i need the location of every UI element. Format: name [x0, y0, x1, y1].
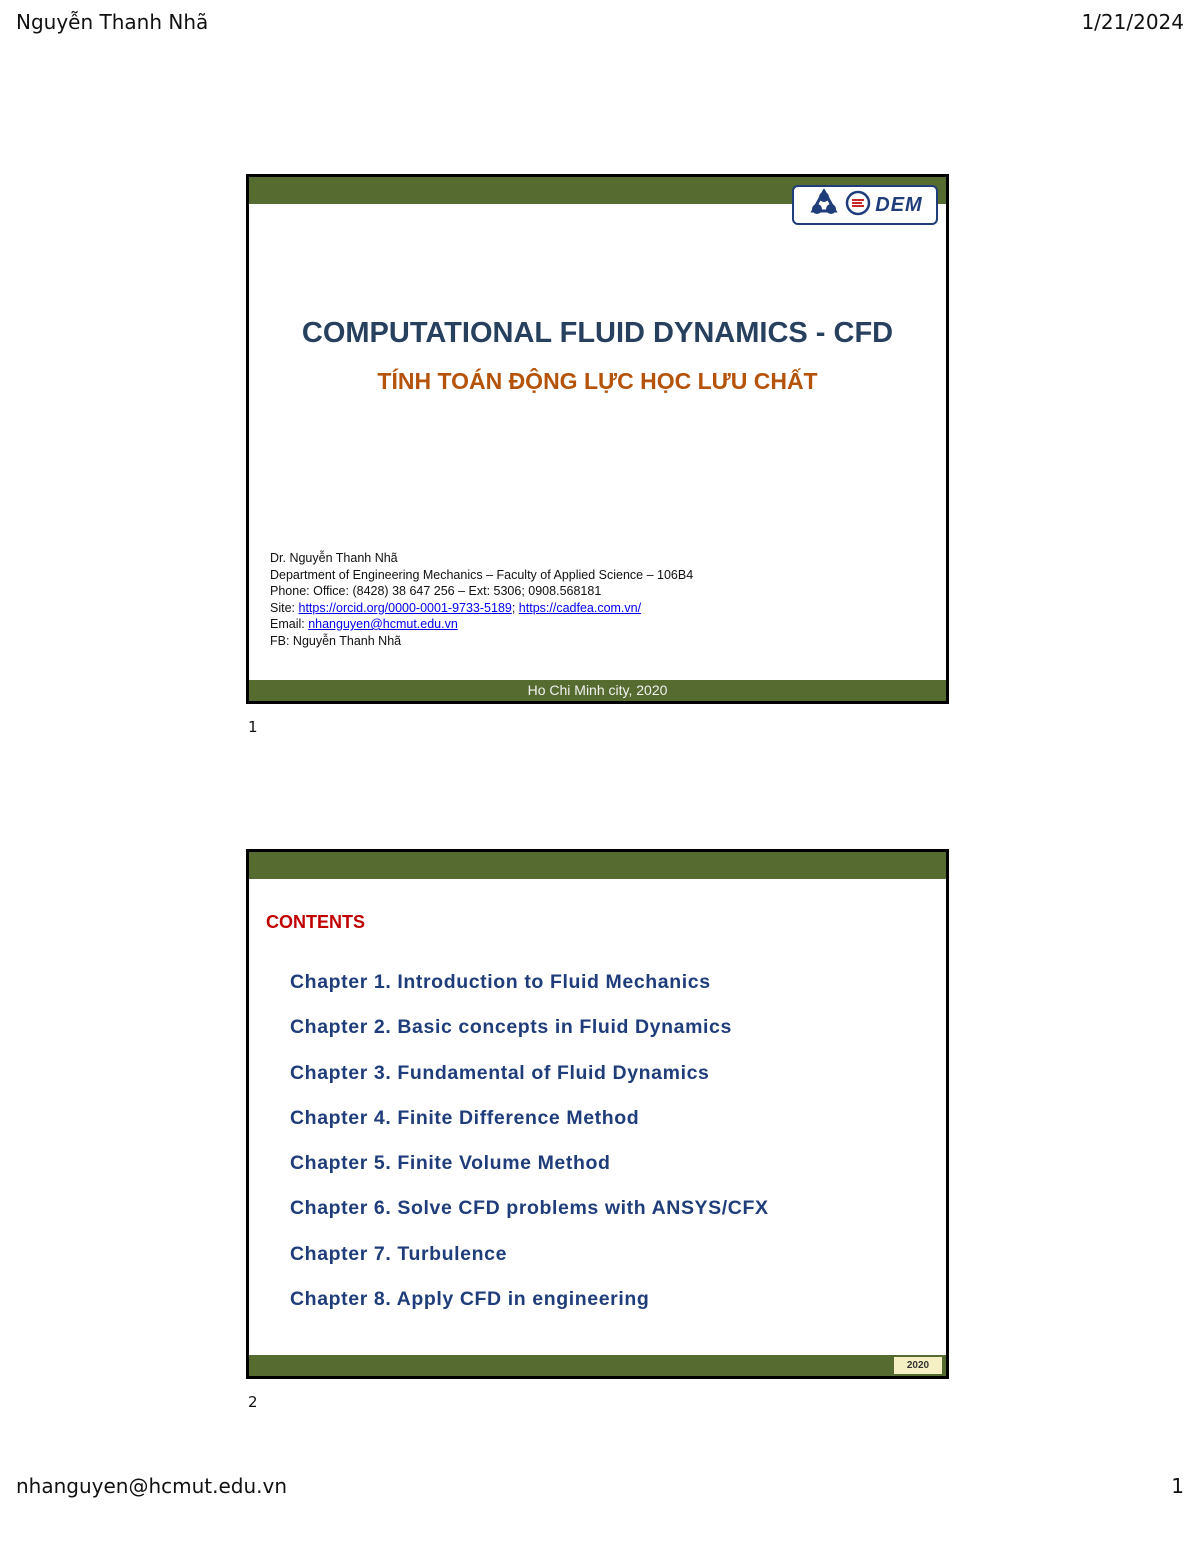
contents-heading: CONTENTS: [266, 912, 365, 932]
chapter-item: Chapter 7. Turbulence: [290, 1242, 508, 1265]
slide-2: [246, 849, 949, 1379]
author-phone: Phone: Office: (8428) 38 647 256 – Ext: 5306; 0908.568181: [270, 584, 602, 598]
slide-title: COMPUTATIONAL FLUID DYNAMICS - CFD: [301, 317, 894, 349]
chapter-item: Chapter 2. Basic concepts in Fluid Dynamics: [290, 1016, 732, 1039]
chapter-list: [290, 966, 769, 1328]
site-separator: ;: [511, 600, 519, 615]
site-label: Site:: [270, 600, 299, 615]
email-link[interactable]: nhanguyen@hcmut.edu.vn: [308, 617, 458, 631]
university-logo-icon: [807, 189, 841, 222]
author-info: [270, 550, 693, 649]
page-header-author: Nguyễn Thanh Nhã: [16, 10, 209, 34]
page-header-date: 1/21/2024: [1081, 10, 1184, 34]
slide-bottom-bar: [249, 1355, 946, 1376]
author-department: Department of Engineering Mechanics – Faculty of Applied Science – 106B4: [270, 567, 694, 582]
department-emblem-icon: [845, 190, 871, 221]
author-facebook: FB: Nguyễn Thanh Nhã: [270, 633, 402, 648]
author-site: [270, 600, 693, 617]
slide-top-bar: [249, 852, 946, 879]
page-footer-number: 1: [1171, 1474, 1184, 1498]
slide-number-2: 2: [248, 1393, 258, 1411]
author-email: [270, 616, 693, 633]
dem-logo: [792, 185, 938, 225]
slide-bottom-bar: [249, 680, 946, 701]
cadfea-link[interactable]: https://cadfea.com.vn/: [518, 600, 642, 615]
slide-number-1: 1: [248, 718, 258, 736]
slide-1: [246, 174, 949, 704]
slide-footer-caption: Ho Chi Minh city, 2020: [527, 682, 668, 698]
chapter-item: Chapter 6. Solve CFD problems with ANSYS/CFX: [290, 1197, 769, 1220]
chapter-item: Chapter 4. Finite Difference Method: [290, 1106, 640, 1129]
orcid-link[interactable]: https://orcid.org/0000-0001-9733-5189: [298, 600, 512, 615]
author-name: Dr. Nguyễn Thanh Nhã: [270, 551, 398, 565]
email-label: Email:: [270, 617, 309, 631]
page-footer-email: nhanguyen@hcmut.edu.vn: [16, 1474, 288, 1498]
slide-subtitle: TÍNH TOÁN ĐỘNG LỰC HỌC LƯU CHẤT: [377, 368, 818, 394]
dem-logo-text: DEM: [875, 193, 923, 216]
chapter-item: Chapter 1. Introduction to Fluid Mechanics: [290, 971, 711, 993]
year-badge: 2020: [894, 1357, 942, 1374]
chapter-item: Chapter 8. Apply CFD in engineering: [290, 1288, 650, 1311]
chapter-item: Chapter 5. Finite Volume Method: [290, 1152, 611, 1175]
chapter-item: Chapter 3. Fundamental of Fluid Dynamics: [290, 1061, 710, 1084]
